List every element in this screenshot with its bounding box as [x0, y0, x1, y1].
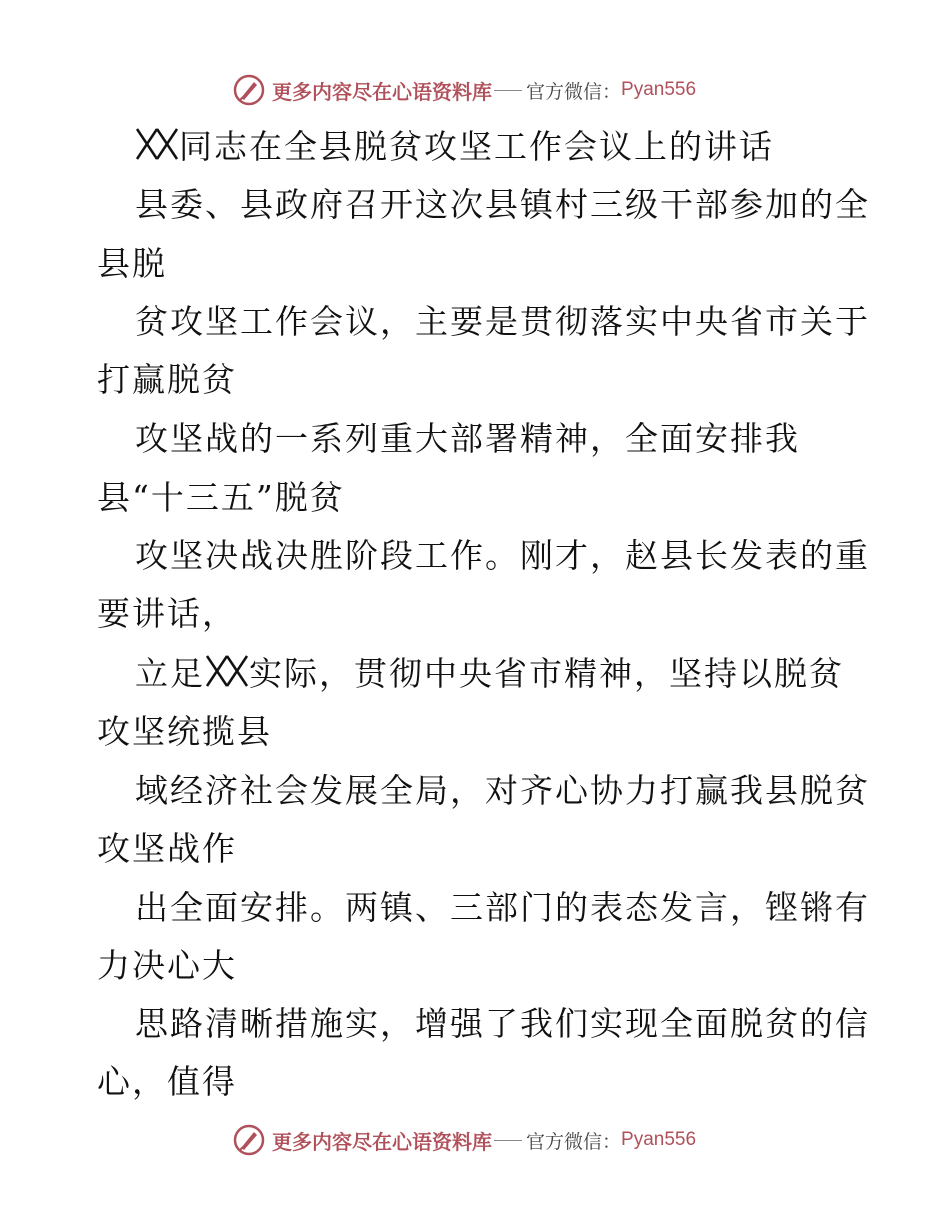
paragraph-line: 心，值得 [97, 1062, 237, 1101]
title-placeholder-mark [135, 127, 179, 161]
line-rest: 实际，贯彻中央省市精神，坚持以脱贫 [249, 654, 844, 693]
paragraph-line: 思路清晰措施实，增强了我们实现全面脱贫的信 [135, 1004, 870, 1043]
paragraph-line: 县脱 [97, 244, 167, 283]
line-prefix: 立足 [135, 654, 205, 693]
quill-logo-icon [232, 73, 266, 107]
document-title [135, 127, 774, 167]
paragraph-line: 力决心大 [97, 946, 237, 985]
paragraph-line: 域经济社会发展全局，对齐心协力打赢我县脱贫 [135, 771, 870, 810]
title-text: 同志在全县脱贫攻坚工作会议上的讲话 [179, 127, 774, 166]
inline-placeholder-mark [205, 654, 249, 688]
watermark-dash [494, 90, 522, 91]
paragraph-line: 县委、县政府召开这次县镇村三级干部参加的全 [135, 185, 870, 224]
paragraph-line: 出全面安排。两镇、三部门的表态发言，铿锵有 [135, 888, 870, 927]
paragraph-line: 要讲话， [97, 594, 237, 633]
paragraph-line-with-placeholder [135, 654, 844, 694]
watermark-id-text: Pyan556 [621, 79, 697, 100]
paragraph-line: 打赢脱贫 [97, 360, 237, 399]
watermark-main-text: 更多内容尽在心语资料库 [272, 1129, 492, 1154]
quill-logo-icon [232, 1123, 266, 1157]
paragraph-line: 攻坚统揽县 [97, 712, 272, 751]
watermark-sub-text: 官方微信： [526, 1130, 622, 1153]
paragraph-line: 县“十三五”脱贫 [97, 478, 345, 517]
watermark-sub-text: 官方微信： [526, 80, 622, 103]
watermark-main-text: 更多内容尽在心语资料库 [272, 79, 492, 104]
watermark-dash [494, 1140, 522, 1141]
watermark-banner-top [232, 72, 696, 108]
paragraph-line: 贫攻坚工作会议，主要是贯彻落实中央省市关于 [135, 302, 870, 341]
paragraph-line: 攻坚战的一系列重大部署精神，全面安排我 [135, 419, 800, 458]
paragraph-line: 攻坚战作 [97, 829, 237, 868]
watermark-banner-bottom [232, 1122, 696, 1158]
paragraph-line: 攻坚决战决胜阶段工作。刚才，赵县长发表的重 [135, 536, 870, 575]
watermark-id-text: Pyan556 [621, 1129, 697, 1150]
